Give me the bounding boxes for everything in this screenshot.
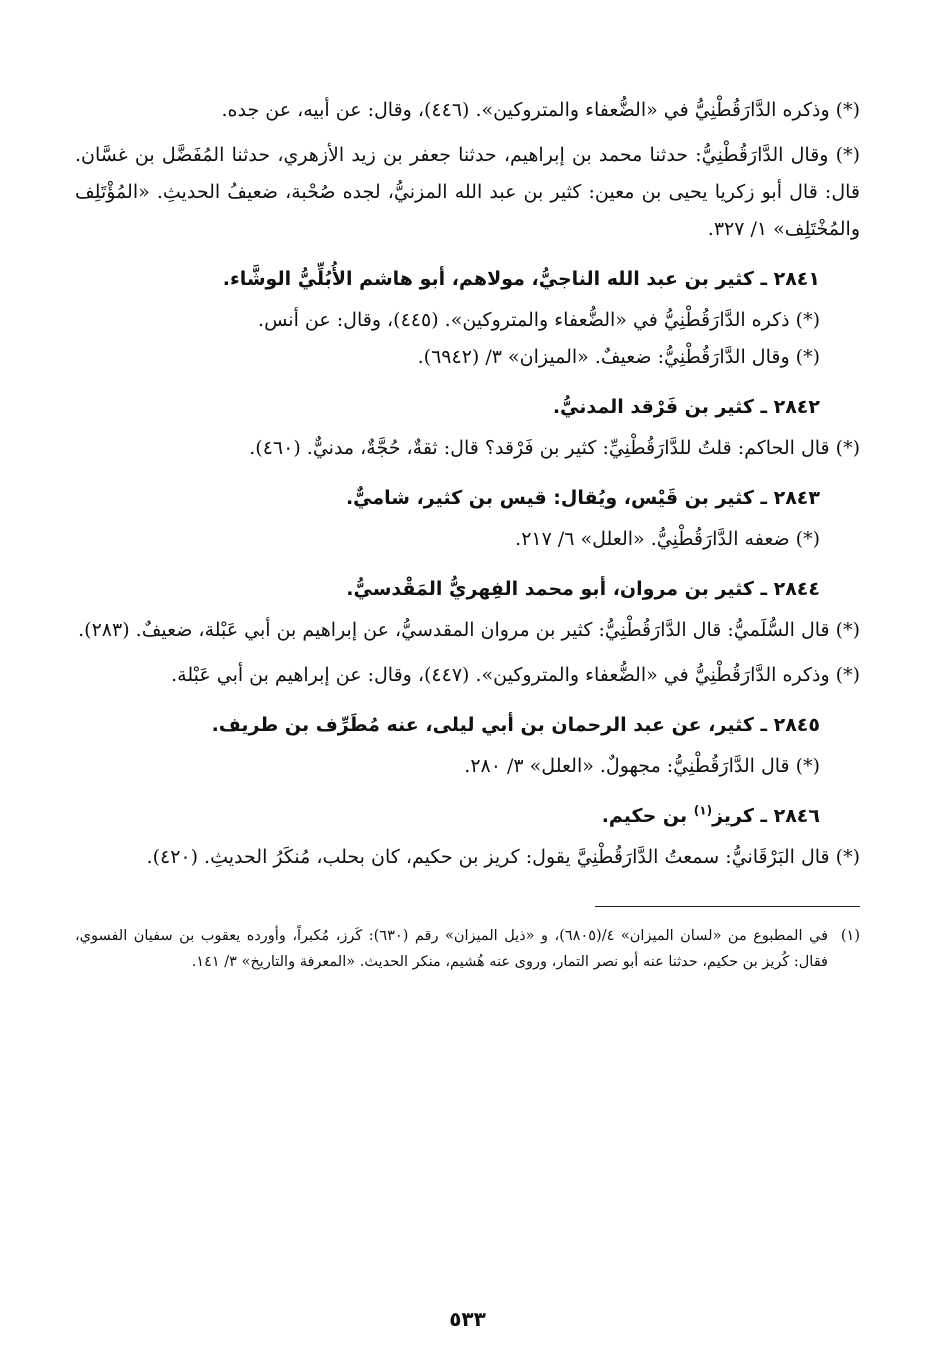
paragraph: (*) وقال الدَّارَقُطْنِيُّ: حدثنا محمد بن إبراهيم، حدثنا جعفر بن زيد الأزهري، حدثنا المُفَضَّل بن غسَّان. قال: قال أبو زكريا يحيى بن معين: كثير بن عبد الله المزنيُّ، لجده صُحْبة، ضعيفُ الحديثِ. «المُؤْتَلِف والمُخْتَلِف» ١/ ٣٢٧.	[75, 144, 860, 240]
paragraph: (*) ضعفه الدَّارَقُطْنِيُّ. «العلل» ٦/ ٢١٧.	[515, 528, 820, 550]
entry-heading-2841: ٢٨٤١ ـ كثير بن عبد الله الناجيُّ، مولاهم، أبو هاشم الأُبُلِّيُّ الوشَّاء.	[222, 268, 820, 290]
entry-heading-2846	[75, 797, 860, 835]
paragraph: (*) قال السُّلَميُّ: قال الدَّارَقُطْنِيُّ: كثير بن مروان المقدسيُّ، عن إبراهيم بن أبي عَبْلة، ضعيفٌ. (٢٨٣).	[78, 619, 860, 641]
paragraph: (*) وذكره الدَّارَقُطْنِيُّ في «الضُّعفاء والمتروكين». (٤٤٧)، وقال: عن إبراهيم بن أبي عَبْلة.	[171, 664, 860, 686]
entry-heading-2842: ٢٨٤٢ ـ كثير بن فَرْقد المدنيُّ.	[552, 396, 820, 418]
paragraph: (*) وقال الدَّارَقُطْنِيُّ: ضعيفٌ. «الميزان» ٣/ (٦٩٤٢).	[417, 346, 820, 368]
main-text	[75, 92, 860, 975]
paragraph: (*) قال البَرْقَانيُّ: سمعتُ الدَّارَقُطْنِيَّ يقول: كريز بن حكيم، كان بحلب، مُنكَرُ الحديثِ. (٤٢٠).	[146, 846, 860, 868]
page-number: ٥٣٣	[449, 1307, 486, 1331]
paragraph: (*) قال الدَّارَقُطْنِيُّ: مجهولٌ. «العلل» ٣/ ٢٨٠.	[464, 755, 820, 777]
entry-heading-text: ٢٨٤٦ ـ كريز	[712, 805, 820, 827]
footnote	[75, 923, 860, 975]
paragraph: (*) قال الحاكم: قلتُ للدَّارَقُطْنِيِّ: كثير بن فَرْقد؟ قال: ثقةٌ، حُجَّةٌ، مدنيٌّ. (٤٦٠).	[249, 437, 860, 459]
entry-heading-text: بن حكيم.	[601, 805, 694, 827]
entry-heading-2844: ٢٨٤٤ ـ كثير بن مروان، أبو محمد الفِهريُّ المَقْدسيُّ.	[346, 578, 820, 600]
paragraph: (*) ذكره الدَّارَقُطْنِيُّ في «الضُّعفاء والمتروكين». (٤٤٥)، وقال: عن أنس.	[258, 309, 820, 331]
footnote-separator	[595, 906, 860, 907]
footnote-text: في المطبوع من «لسان الميزان» ٤/(٦٨٠٥)، و «ذيل الميزان» رقم (٦٣٠): كَرز، مُكبراً، وأورده يعقوب بن سفيان الفسوي، فقال: كُريز بن حكيم، حدثنا عنه أبو نصر التمار، وروى عنه هُشيم، منكر الحديث. «المعرفة والتاريخ» ٣/ ١٤١.	[75, 928, 828, 970]
paragraph: (*) وذكره الدَّارَقُطْنِيُّ في «الضُّعفاء والمتروكين». (٤٤٦)، وقال: عن أبيه، عن جده.	[221, 99, 860, 121]
footnote-marker: (١)	[693, 803, 713, 818]
footnote-number: (١)	[840, 928, 860, 944]
entry-heading-2845: ٢٨٤٥ ـ كثير، عن عبد الرحمان بن أبي ليلى، عنه مُطَرِّف بن طريف.	[211, 714, 820, 736]
entry-heading-2843: ٢٨٤٣ ـ كثير بن قَيْس، ويُقال: قيس بن كثير، شاميٌّ.	[345, 487, 820, 509]
